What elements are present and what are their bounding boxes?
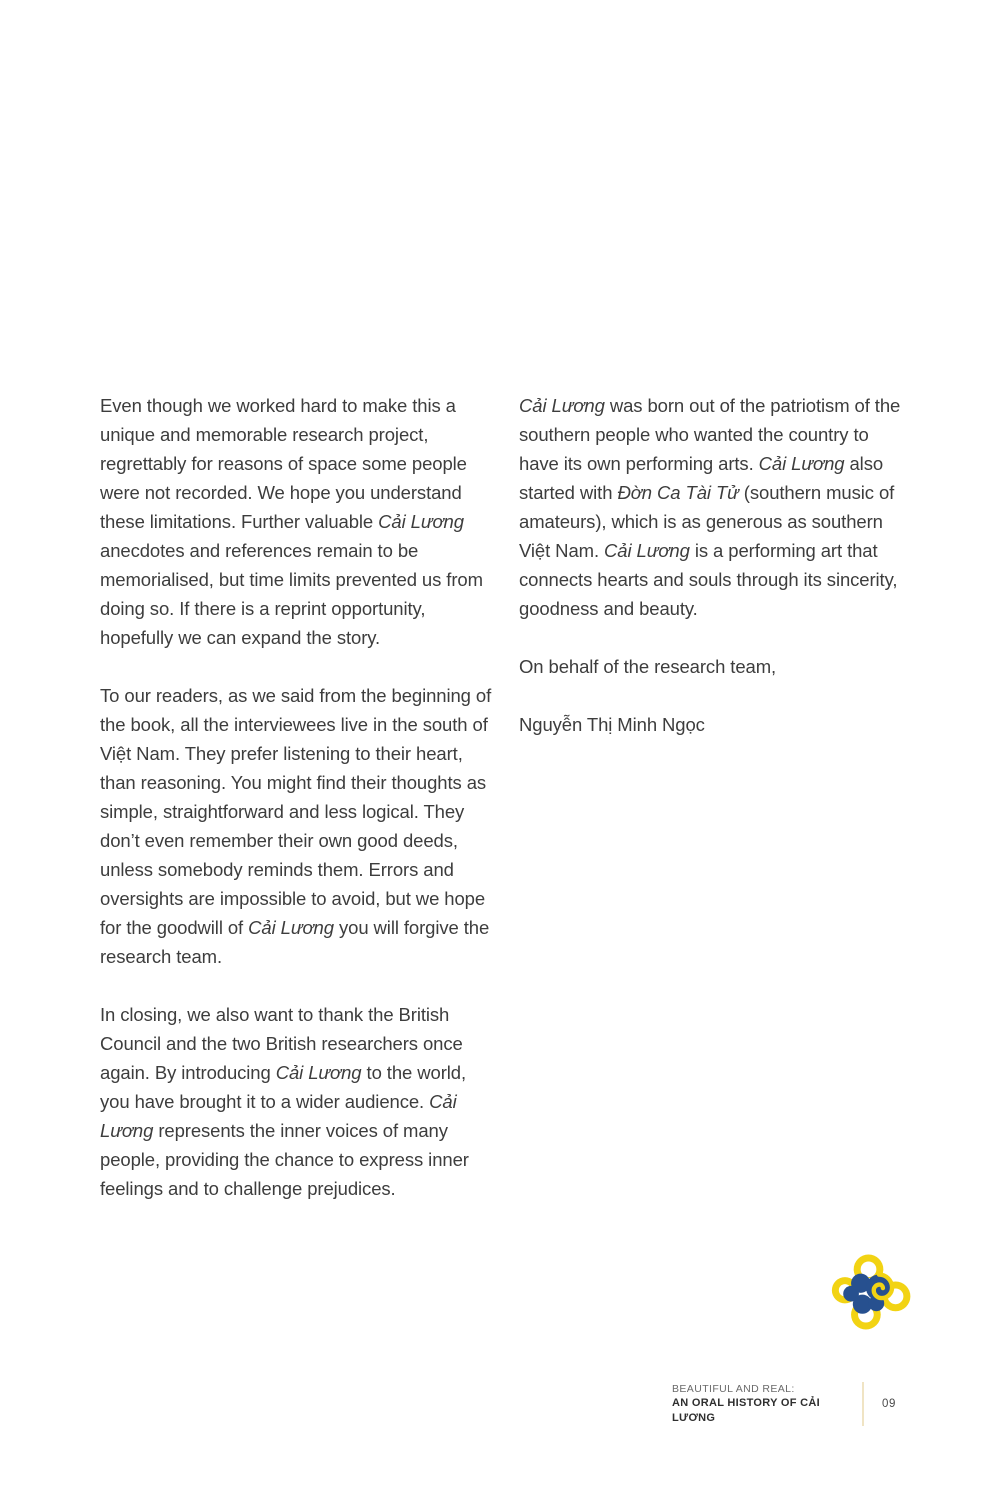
page-number: 09 (882, 1398, 896, 1410)
footer-divider (862, 1382, 864, 1426)
footer-title-line1: BEAUTIFUL AND REAL: (672, 1383, 795, 1395)
author-name: Nguyễn Thị Minh Ngọc (519, 714, 705, 735)
paragraph-cai-luong-origin: Cải Lương was born out of the patriotism of the southern people who wanted the country to have its own performing arts. Cải Lương also started with Đờn Ca Tài Tử (southern music of amateurs), which is as generous as southern Việt Nam. Cải Lương is a performing art that connects hearts and souls through its sincerity, goodness and beauty. (519, 395, 901, 619)
cloud-spiral-icon (828, 1251, 916, 1333)
left-column (100, 391, 492, 1232)
page-footer (672, 1382, 896, 1426)
cloud-spiral-logo (828, 1251, 916, 1333)
paragraph-limitations: Even though we worked hard to make this a unique and memorable research project, regrettably for reasons of space some people were not recorded. We hope you understand these limitations. Further valuable Cải Lương anecdotes and references remain to be memorialised, but time limits prevented us from doing so. If there is a reprint opportunity, hopefully we can expand the story. (100, 395, 483, 648)
right-column (519, 391, 911, 768)
footer-title-line2: AN ORAL HISTORY OF CẢI LƯƠNG (672, 1397, 820, 1424)
paragraph-to-our-readers: To our readers, as we said from the beginning of the book, all the interviewees live in the south of Việt Nam. They prefer listening to their heart, than reasoning. You might find their thoughts as simple, straightforward and less logical. They don’t even remember their own good deeds, unless somebody reminds them. Errors and oversights are impossible to avoid, but we hope for the goodwill of Cải Lương you will forgive the research team. (100, 685, 492, 967)
footer-series-title (672, 1382, 850, 1426)
paragraph-closing-thanks: In closing, we also want to thank the British Council and the two British researchers once again. By introducing Cải Lương to the world, you have brought it to a wider audience. Cải Lương represents the inner voices of many people, providing the chance to express inner feelings and to challenge prejudices. (100, 1004, 469, 1199)
paragraph-signoff: On behalf of the research team, (519, 656, 777, 677)
